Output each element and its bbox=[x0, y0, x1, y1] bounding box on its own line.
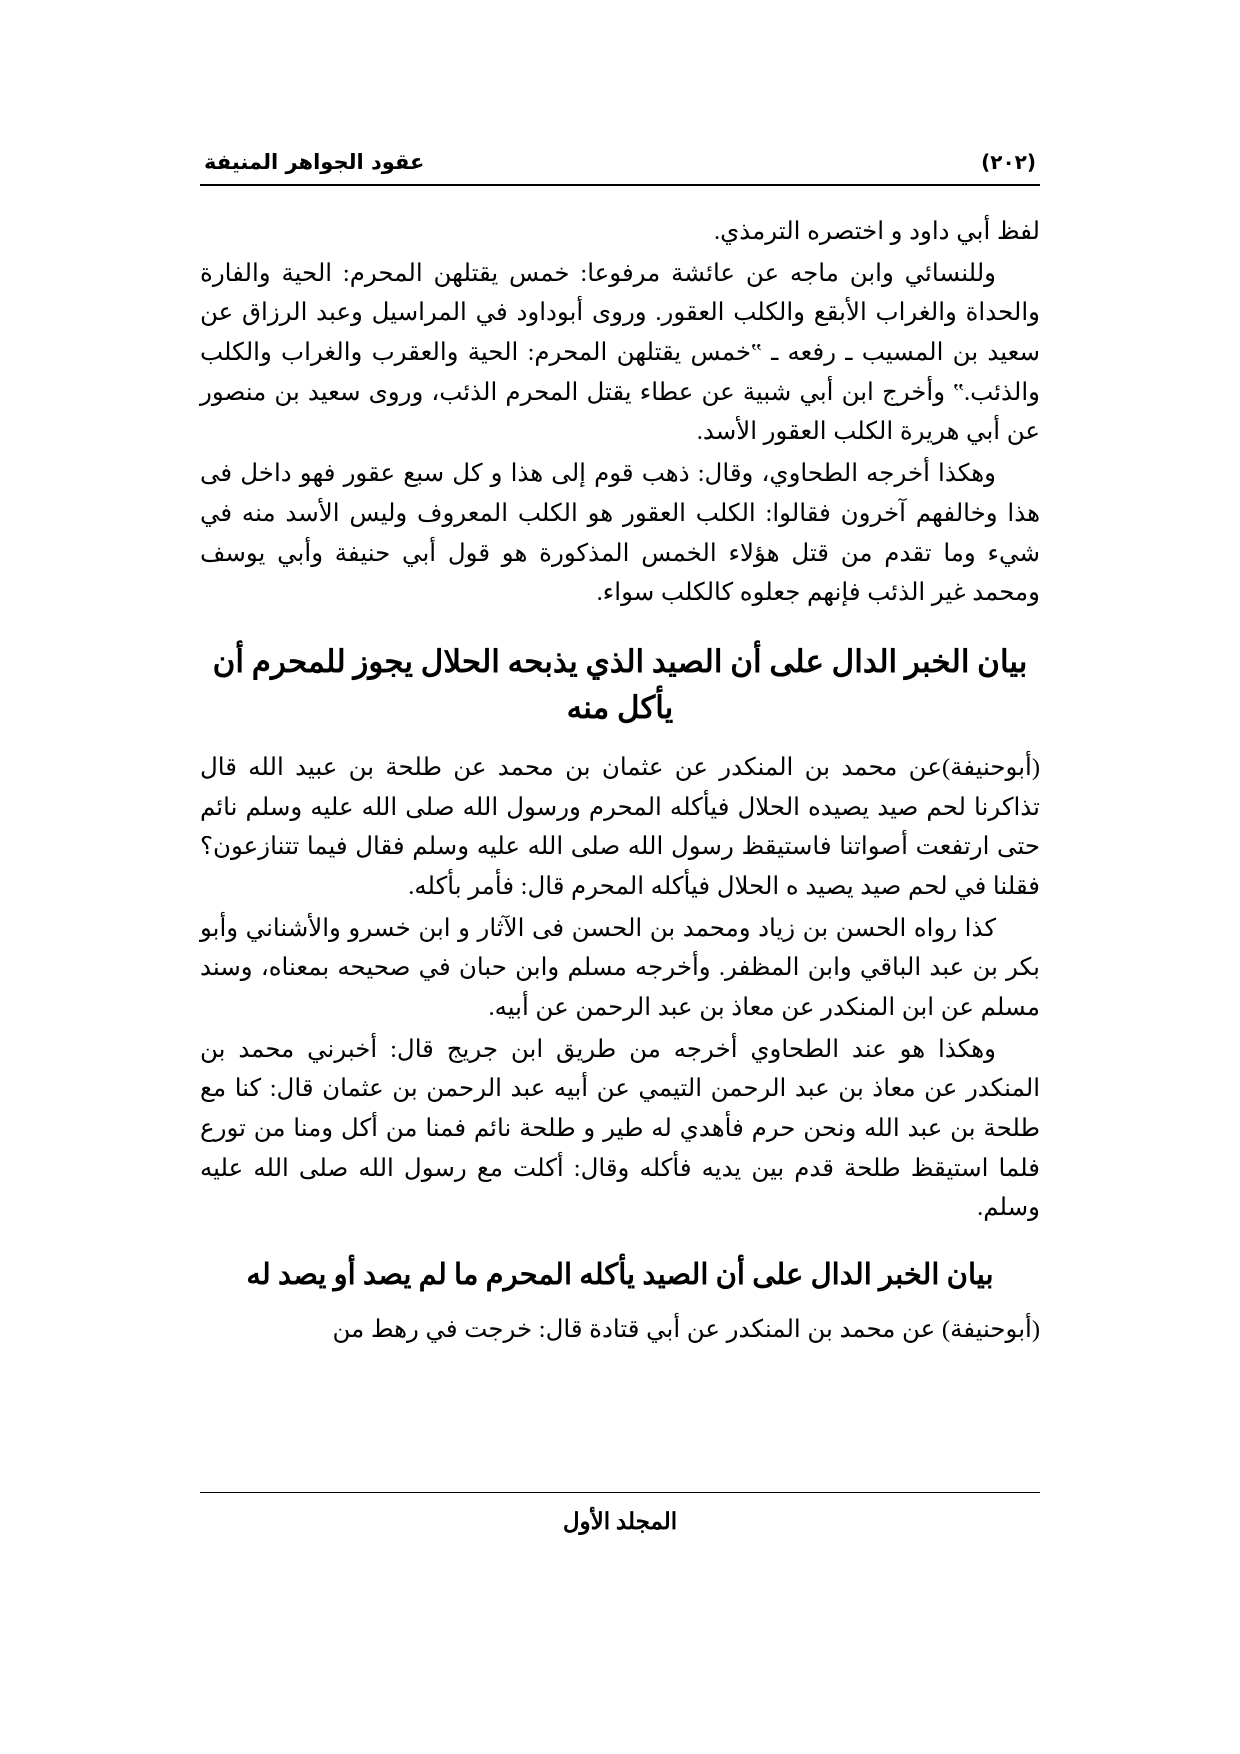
section-heading-1: بيان الخبر الدال على أن الصيد الذي يذبحه الحلال يجوز للمحرم أن يأكل منه bbox=[212, 643, 1028, 726]
paragraph-4: (أبوحنيفة)عن محمد بن المنكدر عن عثمان بن محمد عن طلحة بن عبيد الله قال تذاكرنا لحم صيد يصيده الحلال فيأكله المحرم ورسول الله صلى الله عليه وسلم نائم حتى ارتفعت أصواتنا فاستيقظ رسول الله صلى الله عليه وسلم فقال فيما تتنازعون؟ فقلنا في لحم صيد يصيد ه الحلال فيأكله المحرم قال: فأمر بأكله. bbox=[200, 753, 1040, 900]
book-title: عقود الجواهر المنيفة bbox=[204, 150, 425, 174]
page-header bbox=[200, 150, 1040, 184]
page-content bbox=[200, 150, 1040, 1470]
paragraph-7: (أبوحنيفة) عن محمد بن المنكدر عن أبي قتادة قال: خرجت في رهط من bbox=[332, 1316, 1040, 1344]
footer-divider bbox=[200, 1492, 1040, 1493]
paragraph-5: كذا رواه الحسن بن زياد ومحمد بن الحسن فى الآثار و ابن خسرو والأشناني وأبو بكر بن عبد الباقي وابن المظفر. وأخرجه مسلم وابن حبان في صحيحه بمعناه، وسند مسلم عن ابن المنكدر عن معاذ بن عبد الرحمن عن أبيه. bbox=[200, 914, 1040, 1021]
paragraph-2: وللنسائي وابن ماجه عن عائشة مرفوعا: خمس يقتلهن المحرم: الحية والفارة والحداة والغراب الأبقع والكلب العقور. وروى أبوداود في المراسيل وعبد الرزاق عن سعيد بن المسيب ـ رفعه ـ ‟خمس يقتلهن المحرم: الحية والعقرب والغراب والكلب والذئب.‟ وأخرج ابن أبي شبية عن عطاء يقتل المحرم الذئب، وروى سعيد بن منصور عن أبي هريرة الكلب العقور الأسد. bbox=[200, 259, 1040, 446]
page-footer bbox=[200, 1492, 1040, 1535]
paragraph-1: لفظ أبي داود و اختصره الترمذي. bbox=[714, 218, 1040, 245]
section-heading-2: بيان الخبر الدال على أن الصيد يأكله المحرم ما لم يصد أو يصد له bbox=[246, 1259, 994, 1292]
header-divider bbox=[200, 184, 1040, 186]
paragraph-6: وهكذا هو عند الطحاوي أخرجه من طريق ابن جريج قال: أخبرني محمد بن المنكدر عن معاذ بن عبد الرحمن التيمي عن أبيه عبد الرحمن بن عثمان قال: كنا مع طلحة بن عبد الله ونحن حرم فأهدي له طير و طلحة نائم فمنا من أكل ومنا من تورع فلما استيقظ طلحة قدم بين يديه فأكله وقال: أكلت مع رسول الله صلى الله عليه وسلم. bbox=[200, 1035, 1040, 1222]
paragraph-3: وهكذا أخرجه الطحاوي، وقال: ذهب قوم إلى هذا و كل سبع عقور فهو داخل فى هذا وخالفهم آخرون فقالوا: الكلب العقور هو الكلب المعروف وليس الأسد منه في شيء وما تقدم من قتل هؤلاء الخمس المذكورة هو قول أبي حنيفة وأبي يوسف ومحمد غير الذئب فإنهم جعلوه كالكلب سواء. bbox=[200, 460, 1040, 607]
volume-label: المجلد الأول bbox=[562, 1509, 678, 1534]
page-number: (٢٠٢) bbox=[981, 150, 1036, 174]
